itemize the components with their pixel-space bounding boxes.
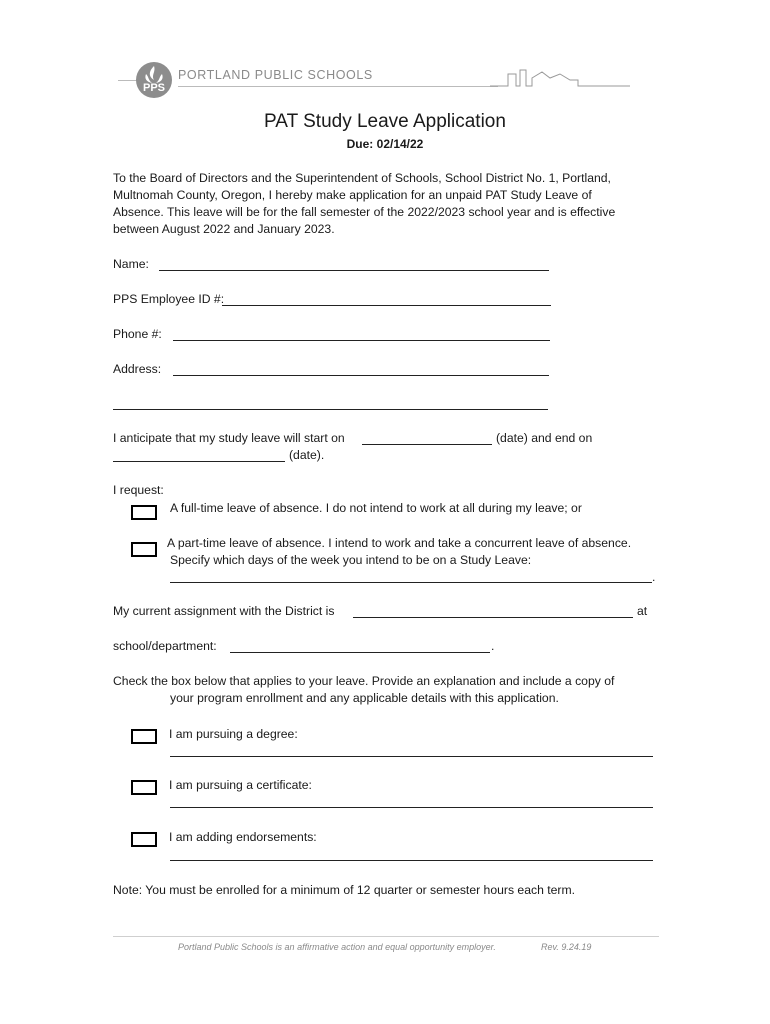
intro-line-1: To the Board of Directors and the Superintendent of Schools, School District No. 1, Portland, [113,171,611,185]
part-time-checkbox[interactable] [131,542,157,557]
footer-statement: Portland Public Schools is an affirmative action and equal opportunity employer. [178,942,496,952]
start-date-label: I anticipate that my study leave will start on [113,431,345,445]
name-label: Name: [113,257,149,271]
start-date-field[interactable] [362,444,492,445]
part-time-specify: Specify which days of the week you intend to be on a Study Leave: [170,553,532,567]
assignment-label: My current assignment with the District is [113,604,335,618]
endorsements-field[interactable] [170,860,653,861]
degree-field[interactable] [170,756,653,757]
header-rule [178,86,498,87]
degree-option: I am pursuing a degree: [169,727,298,741]
check-instruction-1: Check the box below that applies to your leave. Provide an explanation and include a copy of [113,674,615,688]
certificate-field[interactable] [170,807,653,808]
endorsements-checkbox[interactable] [131,832,157,847]
school-department-label: school/department: [113,639,217,653]
study-days-period: . [652,570,656,584]
employee-id-field[interactable] [222,305,551,306]
address-field-1[interactable] [173,375,549,376]
end-date-suffix: (date). [289,448,325,462]
check-instruction-2: your program enrollment and any applicable details with this application. [170,691,559,705]
degree-checkbox[interactable] [131,729,157,744]
full-time-option: A full-time leave of absence. I do not intend to work at all during my leave; or [170,501,582,515]
enrollment-note: Note: You must be enrolled for a minimum of 12 quarter or semester hours each term. [113,883,575,897]
page-title: PAT Study Leave Application [264,111,506,132]
header-left-rule [118,80,138,81]
org-name: PORTLAND PUBLIC SCHOOLS [178,68,373,82]
certificate-checkbox[interactable] [131,780,157,795]
part-time-option: A part-time leave of absence. I intend to work and take a concurrent leave of absence. [167,536,632,550]
assignment-at: at [637,604,648,618]
school-department-field[interactable] [230,652,490,653]
certificate-option: I am pursuing a certificate: [169,778,312,792]
address-label: Address: [113,362,162,376]
logo-text: PPS [142,82,165,94]
phone-field[interactable] [173,340,550,341]
assignment-field[interactable] [353,617,633,618]
address-field-2[interactable] [113,409,548,410]
name-field[interactable] [159,270,549,271]
intro-line-4: between August 2022 and January 2023. [113,222,335,236]
skyline-graphic [490,66,630,90]
intro-line-2: Multnomah County, Oregon, I hereby make application for an unpaid PAT Study Leave of [113,188,592,202]
due-date: Due: 02/14/22 [346,137,424,151]
full-time-checkbox[interactable] [131,505,157,520]
phone-label: Phone #: [113,327,162,341]
study-days-field[interactable] [170,582,652,583]
request-label: I request: [113,483,164,497]
intro-line-3: Absence. This leave will be for the fall semester of the 2022/2023 school year and is effective [113,205,616,219]
end-date-label: (date) and end on [496,431,593,445]
footer-revision: Rev. 9.24.19 [541,942,592,952]
pps-logo [136,62,172,98]
end-date-field[interactable] [113,461,285,462]
employee-id-label: PPS Employee ID #: [113,292,225,306]
footer-rule [113,936,659,937]
school-department-period: . [491,639,495,653]
endorsements-option: I am adding endorsements: [169,830,317,844]
